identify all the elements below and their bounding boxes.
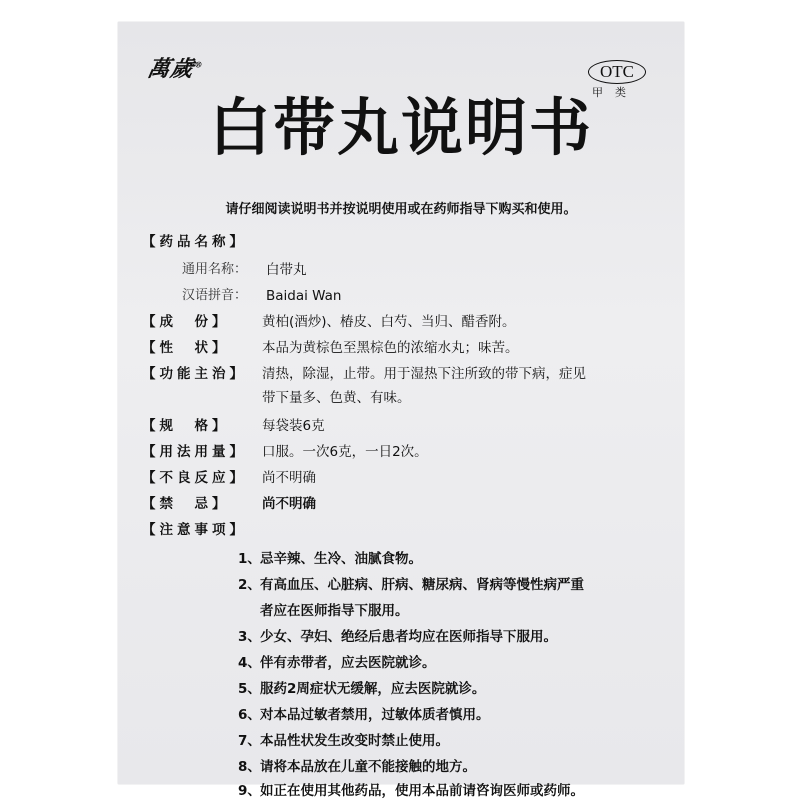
precaution-item	[238, 624, 557, 650]
drug-name-label: 【药品名称】	[142, 234, 247, 250]
precaution-text-continued: 者应在医师指导下服用。	[260, 603, 409, 619]
precaution-number: 8、	[238, 759, 261, 775]
ingredients-label: 【成 份】	[142, 314, 230, 330]
precaution-text: 对本品过敏者禁用，过敏体质者慎用。	[260, 707, 490, 723]
registered-mark: ®	[193, 59, 205, 70]
precaution-number: 2、	[238, 577, 261, 593]
dosage-label: 【用法用量】	[142, 444, 247, 460]
precaution-number: 9、	[238, 783, 261, 799]
precaution-number: 7、	[238, 733, 261, 749]
pinyin-label: 汉语拼音：	[182, 288, 248, 303]
precaution-number: 1、	[238, 551, 261, 567]
precaution-item	[238, 728, 449, 754]
precaution-text: 有高血压、心脏病、肝病、糖尿病、肾病等慢性病严重	[260, 577, 584, 593]
dosage-value: 口服。一次6克，一日2次。	[262, 444, 428, 460]
generic-name-value: 白带丸	[266, 262, 307, 278]
document-title: 白带丸说明书	[208, 91, 593, 164]
precaution-text: 如正在使用其他药品，使用本品前请咨询医师或药师。	[260, 783, 584, 799]
specification-label: 【规 格】	[142, 418, 230, 434]
contraindications-label: 【禁 忌】	[142, 496, 230, 512]
adverse-value: 尚不明确	[262, 470, 316, 486]
section-drug-name	[142, 230, 247, 254]
reading-notice: 请仔细阅读说明书并按说明使用或在药师指导下购买和使用。	[225, 202, 577, 217]
precaution-number: 5、	[238, 681, 261, 697]
precaution-text: 服药2周症状无缓解，应去医院就诊。	[260, 681, 486, 697]
character-label: 【性 状】	[142, 340, 230, 356]
precaution-number: 6、	[238, 707, 261, 723]
precaution-item	[238, 676, 485, 702]
character-value: 本品为黄棕色至黑棕色的浓缩水丸；味苦。	[262, 340, 519, 356]
generic-name-label: 通用名称：	[182, 262, 248, 277]
brand-logo-text: 萬歲	[145, 56, 197, 82]
precaution-text: 请将本品放在儿童不能接触的地方。	[260, 759, 476, 775]
indications-line-1: 清热，除湿，止带。用于湿热下注所致的带下病，症见	[262, 366, 586, 382]
precaution-item	[238, 650, 436, 676]
contraindications-value: 尚不明确	[262, 496, 316, 512]
precaution-text: 少女、孕妇、绝经后患者均应在医师指导下服用。	[260, 629, 557, 645]
precaution-item	[238, 546, 422, 572]
precaution-text: 忌辛辣、生冷、油腻食物。	[260, 551, 422, 567]
precaution-number: 3、	[238, 629, 261, 645]
precaution-text: 本品性状发生改变时禁止使用。	[260, 733, 449, 749]
indications-line-2: 带下量多、色黄、有味。	[262, 390, 411, 406]
pinyin-value: Baidai Wan	[266, 288, 342, 304]
precautions-label: 【注意事项】	[142, 522, 247, 538]
instruction-sheet	[118, 22, 684, 799]
indications-label: 【功能主治】	[142, 366, 247, 382]
brand-logo	[145, 52, 205, 83]
specification-value: 每袋装6克	[262, 418, 325, 434]
precaution-number: 4、	[238, 655, 261, 671]
precaution-item	[238, 778, 584, 804]
otc-class-label: 甲类	[592, 86, 638, 99]
ingredients-value: 黄柏(酒炒)、椿皮、白芍、当归、醋香附。	[262, 314, 516, 330]
precaution-item	[238, 702, 490, 728]
precaution-item	[238, 572, 584, 624]
precaution-text: 伴有赤带者，应去医院就诊。	[260, 655, 436, 671]
adverse-label: 【不良反应】	[142, 470, 247, 486]
otc-badge: OTC	[588, 60, 646, 84]
precaution-item	[238, 754, 476, 780]
